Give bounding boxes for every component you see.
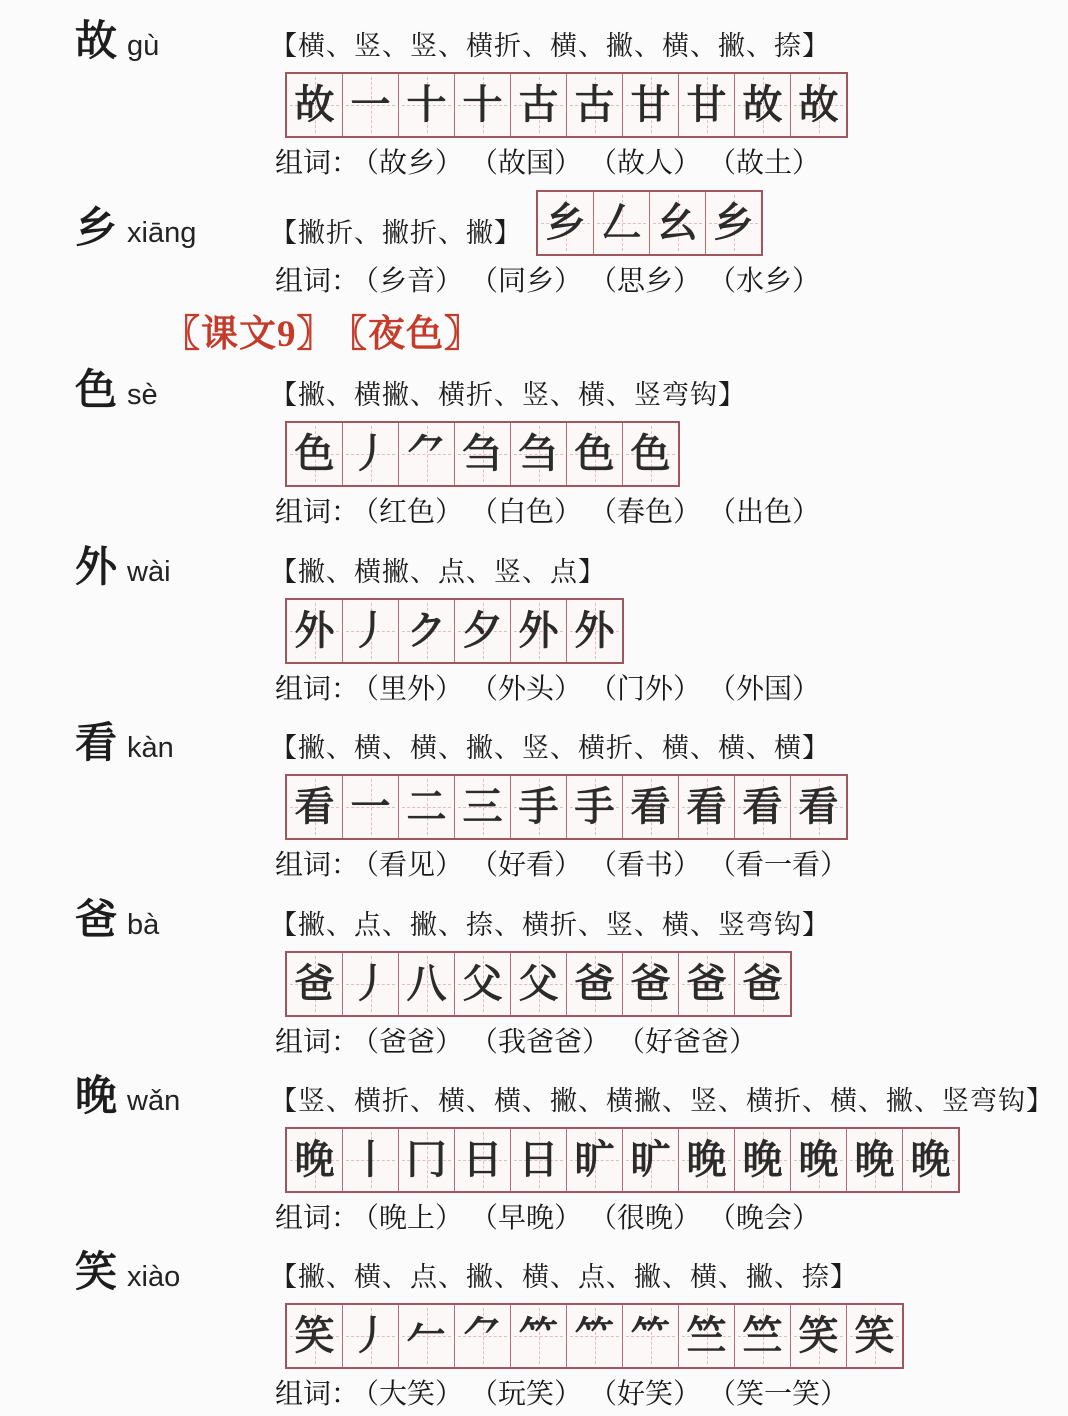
stroke-box-glyph: 古 <box>518 82 559 127</box>
words-row <box>275 1025 1048 1061</box>
words-list: （乡音） （同乡） （思乡） （水乡） <box>365 266 821 298</box>
stroke-box <box>678 1305 734 1367</box>
stroke-box-glyph: 笑 <box>854 1313 895 1359</box>
stroke-box-glyph: 𠂉 <box>406 1313 447 1359</box>
stroke-boxes-row <box>285 72 1048 138</box>
stroke-box <box>566 776 622 838</box>
stroke-box <box>454 776 510 838</box>
stroke-box-glyph: 日 <box>462 1137 503 1183</box>
stroke-box-glyph: 甘 <box>630 82 671 127</box>
char-pinyin-group <box>75 1075 270 1119</box>
words-row <box>275 1201 1048 1237</box>
stroke-box-glyph: 日 <box>518 1137 559 1183</box>
entry-pinyin: bà <box>127 908 160 941</box>
stroke-box <box>566 423 622 485</box>
stroke-box-glyph: 晚 <box>742 1137 783 1183</box>
entry-head <box>75 1074 1054 1121</box>
stroke-box-glyph: 爸 <box>742 960 783 1006</box>
stroke-box <box>342 600 398 662</box>
stroke-box <box>342 1129 398 1191</box>
entries-section-bottom <box>75 368 1054 1413</box>
stroke-box <box>566 953 622 1015</box>
stroke-box <box>734 1129 790 1191</box>
stroke-box <box>790 1129 846 1191</box>
entry-character: 色 <box>75 368 118 415</box>
stroke-box-grid-inline <box>536 190 763 256</box>
entry-character: 故 <box>75 19 118 65</box>
stroke-box-glyph: 爸 <box>686 960 727 1006</box>
stroke-box-glyph: 冂 <box>406 1137 447 1183</box>
stroke-box-glyph: 旷 <box>574 1137 615 1183</box>
words-row <box>275 848 1048 884</box>
stroke-box <box>902 1129 958 1191</box>
words-label: 组词： <box>275 148 360 179</box>
stroke-box <box>678 74 734 136</box>
entry-character: 看 <box>75 721 118 768</box>
stroke-box <box>342 1305 398 1367</box>
lesson-heading <box>163 315 1048 356</box>
entry-head <box>75 196 1048 262</box>
entries-section-top <box>75 20 1048 301</box>
stroke-box <box>566 1305 622 1367</box>
stroke-box-glyph: 甘 <box>686 82 727 127</box>
words-label: 组词： <box>275 266 360 298</box>
stroke-box <box>790 1305 846 1367</box>
stroke-box <box>510 1129 566 1191</box>
stroke-box-glyph: 竺 <box>742 1313 783 1359</box>
stroke-box-glyph: 一 <box>350 82 391 127</box>
stroke-box-glyph: 外 <box>294 607 335 653</box>
stroke-box <box>510 600 566 662</box>
stroke-box <box>734 776 790 838</box>
stroke-box <box>538 192 593 254</box>
stroke-box <box>510 776 566 838</box>
stroke-box-glyph: 晚 <box>294 1137 335 1183</box>
stroke-box-glyph: 一 <box>350 784 391 830</box>
stroke-order-list: 【竖、横折、横、横、撇、横撇、竖、横折、横、撇、竖弯钩】 <box>270 1086 1054 1117</box>
stroke-order-list: 【撇、横、横、撇、竖、横折、横、横、横】 <box>270 733 830 764</box>
stroke-box <box>622 776 678 838</box>
stroke-order-list: 【撇、横撇、点、竖、点】 <box>270 556 606 587</box>
words-label: 组词： <box>275 850 360 882</box>
stroke-box <box>566 1129 622 1191</box>
stroke-box-glyph: 夕 <box>462 607 503 653</box>
character-entry <box>75 369 1048 531</box>
stroke-box-glyph: 乡 <box>545 200 586 246</box>
stroke-boxes-row <box>285 1303 1048 1369</box>
stroke-box <box>287 953 342 1015</box>
stroke-box <box>622 953 678 1015</box>
stroke-box <box>734 74 790 136</box>
entry-character: 乡 <box>75 206 118 253</box>
stroke-order-list: 【撇、横、点、撇、横、点、撇、横、撇、捺】 <box>270 1262 858 1293</box>
stroke-box-glyph: 晚 <box>798 1137 839 1183</box>
char-pinyin-group <box>75 20 270 64</box>
stroke-box <box>454 1129 510 1191</box>
stroke-box <box>454 74 510 136</box>
words-label: 组词： <box>275 1203 360 1235</box>
stroke-box-grid <box>285 774 848 840</box>
stroke-box <box>398 74 454 136</box>
words-list: （故乡） （故国） （故人） （故土） <box>365 148 821 179</box>
entry-pinyin: wǎn <box>127 1085 181 1118</box>
stroke-box <box>678 953 734 1015</box>
stroke-box-glyph: 父 <box>462 960 503 1006</box>
stroke-box <box>342 423 398 485</box>
stroke-box-glyph: ⺮ <box>574 1313 615 1359</box>
stroke-box <box>790 776 846 838</box>
words-label: 组词： <box>275 673 360 705</box>
stroke-box-glyph: 十 <box>406 82 447 127</box>
stroke-box <box>846 1305 902 1367</box>
stroke-order-list: 【撇、点、撇、捺、横折、竖、横、竖弯钩】 <box>270 909 830 940</box>
words-label: 组词： <box>275 1026 360 1058</box>
stroke-box-grid <box>285 1303 904 1369</box>
stroke-boxes-row <box>285 951 1048 1017</box>
stroke-box-glyph: 丿 <box>350 431 391 477</box>
stroke-box-glyph: 晚 <box>686 1137 727 1183</box>
words-label: 组词： <box>275 497 360 529</box>
stroke-box <box>398 1305 454 1367</box>
stroke-box <box>510 1305 566 1367</box>
stroke-box-glyph: 故 <box>294 82 335 127</box>
stroke-box <box>790 74 846 136</box>
stroke-box-glyph: ⺈ <box>462 1313 503 1359</box>
stroke-box <box>566 600 622 662</box>
stroke-box-glyph: 外 <box>518 607 559 653</box>
stroke-box-glyph: ク <box>406 607 447 653</box>
stroke-order-list: 【撇、横撇、横折、竖、横、竖弯钩】 <box>270 380 746 411</box>
stroke-box-glyph: 看 <box>294 784 335 830</box>
stroke-box-glyph: ⺮ <box>630 1313 671 1359</box>
stroke-box <box>510 74 566 136</box>
stroke-box <box>566 74 622 136</box>
entry-character: 晚 <box>75 1074 118 1121</box>
lesson-number: 〖课文9〗 <box>163 313 335 355</box>
entry-pinyin: sè <box>127 379 158 412</box>
stroke-box-glyph: 色 <box>630 431 671 477</box>
stroke-box-glyph: 手 <box>518 784 559 830</box>
character-entry <box>75 20 1048 182</box>
stroke-box-glyph: 丿 <box>350 960 391 1006</box>
entry-character: 笑 <box>75 1250 118 1297</box>
words-row <box>275 495 1048 531</box>
stroke-box-glyph: 看 <box>742 784 783 830</box>
stroke-box <box>678 1129 734 1191</box>
stroke-box-glyph: 爸 <box>294 960 335 1006</box>
stroke-box-glyph: 色 <box>294 431 335 477</box>
stroke-box <box>398 776 454 838</box>
character-entry <box>75 722 1048 884</box>
stroke-box <box>734 1305 790 1367</box>
stroke-box-glyph: 丨 <box>350 1137 391 1183</box>
stroke-box-glyph: 晚 <box>910 1137 951 1183</box>
words-label: 组词： <box>275 1379 360 1411</box>
stroke-box-grid <box>285 421 680 487</box>
stroke-box-glyph: 看 <box>798 784 839 830</box>
entry-character: 爸 <box>75 897 118 944</box>
stroke-box-glyph: 笑 <box>294 1313 335 1359</box>
stroke-box <box>398 423 454 485</box>
stroke-box <box>287 74 342 136</box>
stroke-box <box>342 776 398 838</box>
words-row <box>275 264 1048 300</box>
stroke-box-glyph: 旷 <box>630 1137 671 1183</box>
stroke-box-grid <box>285 1127 960 1193</box>
char-pinyin-group <box>75 722 270 766</box>
stroke-box-grid <box>285 72 848 138</box>
stroke-box-glyph: 故 <box>742 82 783 127</box>
stroke-box <box>734 953 790 1015</box>
stroke-box <box>510 953 566 1015</box>
stroke-box-glyph: 乡 <box>713 200 754 246</box>
words-list: （红色） （白色） （春色） （出色） <box>365 497 821 529</box>
stroke-box <box>705 192 761 254</box>
stroke-box-glyph: 丿 <box>350 1313 391 1359</box>
stroke-box-glyph: 𠃋 <box>601 200 642 246</box>
stroke-box <box>342 74 398 136</box>
entry-pinyin: wài <box>127 555 171 588</box>
stroke-box <box>454 953 510 1015</box>
stroke-box <box>622 74 678 136</box>
entry-head <box>75 20 1048 66</box>
words-list: （晚上） （早晚） （很晚） （晚会） <box>365 1203 821 1235</box>
stroke-box <box>287 1129 342 1191</box>
character-entry <box>75 899 1048 1061</box>
stroke-box <box>342 953 398 1015</box>
entry-head <box>75 546 1048 592</box>
character-entry <box>75 196 1048 300</box>
stroke-box-glyph: 八 <box>406 960 447 1006</box>
entry-pinyin: kàn <box>127 732 174 765</box>
stroke-box <box>510 423 566 485</box>
words-list: （看见） （好看） （看书） （看一看） <box>365 850 849 882</box>
stroke-box <box>454 1305 510 1367</box>
character-entry <box>75 1251 1048 1413</box>
stroke-box <box>678 776 734 838</box>
stroke-box-glyph: 十 <box>462 82 503 127</box>
stroke-box-glyph: 古 <box>574 82 615 127</box>
entry-head <box>75 1251 1048 1297</box>
stroke-box-glyph: ⺈ <box>406 431 447 477</box>
char-pinyin-group <box>75 369 270 413</box>
stroke-order-list: 【撇折、撇折、撇】 <box>270 218 522 249</box>
stroke-boxes-row <box>285 598 1048 664</box>
words-row <box>275 672 1048 708</box>
stroke-box <box>593 192 649 254</box>
stroke-box-glyph: 刍 <box>462 431 503 477</box>
words-row <box>275 146 1048 182</box>
stroke-box <box>622 423 678 485</box>
stroke-box-glyph: 手 <box>574 784 615 830</box>
entry-head <box>75 369 1048 415</box>
stroke-box-glyph: 三 <box>462 784 503 830</box>
stroke-box <box>398 1129 454 1191</box>
lesson-title: 〖夜色〗 <box>348 313 482 355</box>
stroke-box <box>287 600 342 662</box>
stroke-box-glyph: 看 <box>686 784 727 830</box>
entry-character: 外 <box>75 544 118 591</box>
stroke-box-glyph: 二 <box>406 784 447 830</box>
entry-pinyin: gù <box>127 30 160 62</box>
words-row <box>275 1377 1048 1413</box>
entry-pinyin: xiào <box>127 1261 181 1294</box>
entry-head <box>75 899 1048 945</box>
stroke-box <box>846 1129 902 1191</box>
stroke-box <box>454 600 510 662</box>
stroke-box-glyph: 竺 <box>686 1313 727 1359</box>
stroke-box-glyph: 晚 <box>854 1137 895 1183</box>
stroke-box-glyph: 看 <box>630 784 671 830</box>
stroke-box <box>622 1305 678 1367</box>
stroke-box <box>649 192 705 254</box>
char-pinyin-group <box>75 1251 270 1295</box>
stroke-box <box>287 423 342 485</box>
stroke-box <box>454 423 510 485</box>
words-list: （里外） （外头） （门外） （外国） <box>365 673 821 705</box>
char-pinyin-group <box>75 899 270 943</box>
stroke-box-glyph: ⺮ <box>518 1313 559 1359</box>
character-entry <box>75 546 1048 708</box>
stroke-box-glyph: 色 <box>574 431 615 477</box>
stroke-boxes-row <box>285 774 1048 840</box>
words-list: （大笑） （玩笑） （好笑） （笑一笑） <box>365 1379 849 1411</box>
char-pinyin-group <box>75 546 270 590</box>
stroke-box <box>287 1305 342 1367</box>
stroke-order-list: 【横、竖、竖、横折、横、撇、横、撇、捺】 <box>270 31 830 61</box>
stroke-box <box>287 776 342 838</box>
stroke-box <box>622 1129 678 1191</box>
stroke-box-glyph: 父 <box>518 960 559 1006</box>
stroke-boxes-row <box>285 421 1048 487</box>
entry-head <box>75 722 1048 768</box>
stroke-box-glyph: 幺 <box>657 200 698 246</box>
char-pinyin-group <box>75 207 270 251</box>
stroke-box-grid <box>285 951 792 1017</box>
character-entry <box>75 1074 1054 1237</box>
stroke-box-glyph: 笑 <box>798 1313 839 1359</box>
stroke-box-grid <box>285 598 624 664</box>
stroke-box-glyph: 故 <box>798 82 839 127</box>
entry-pinyin: xiāng <box>127 217 197 250</box>
stroke-box-glyph: 爸 <box>630 960 671 1006</box>
words-list: （爸爸） （我爸爸） （好爸爸） <box>365 1026 758 1058</box>
stroke-box <box>398 600 454 662</box>
stroke-box <box>398 953 454 1015</box>
stroke-box-glyph: 爸 <box>574 960 615 1006</box>
stroke-box-glyph: 刍 <box>518 431 559 477</box>
stroke-boxes-row <box>285 1127 1048 1193</box>
stroke-box-glyph: 丿 <box>350 607 391 653</box>
stroke-box-glyph: 外 <box>574 607 615 653</box>
